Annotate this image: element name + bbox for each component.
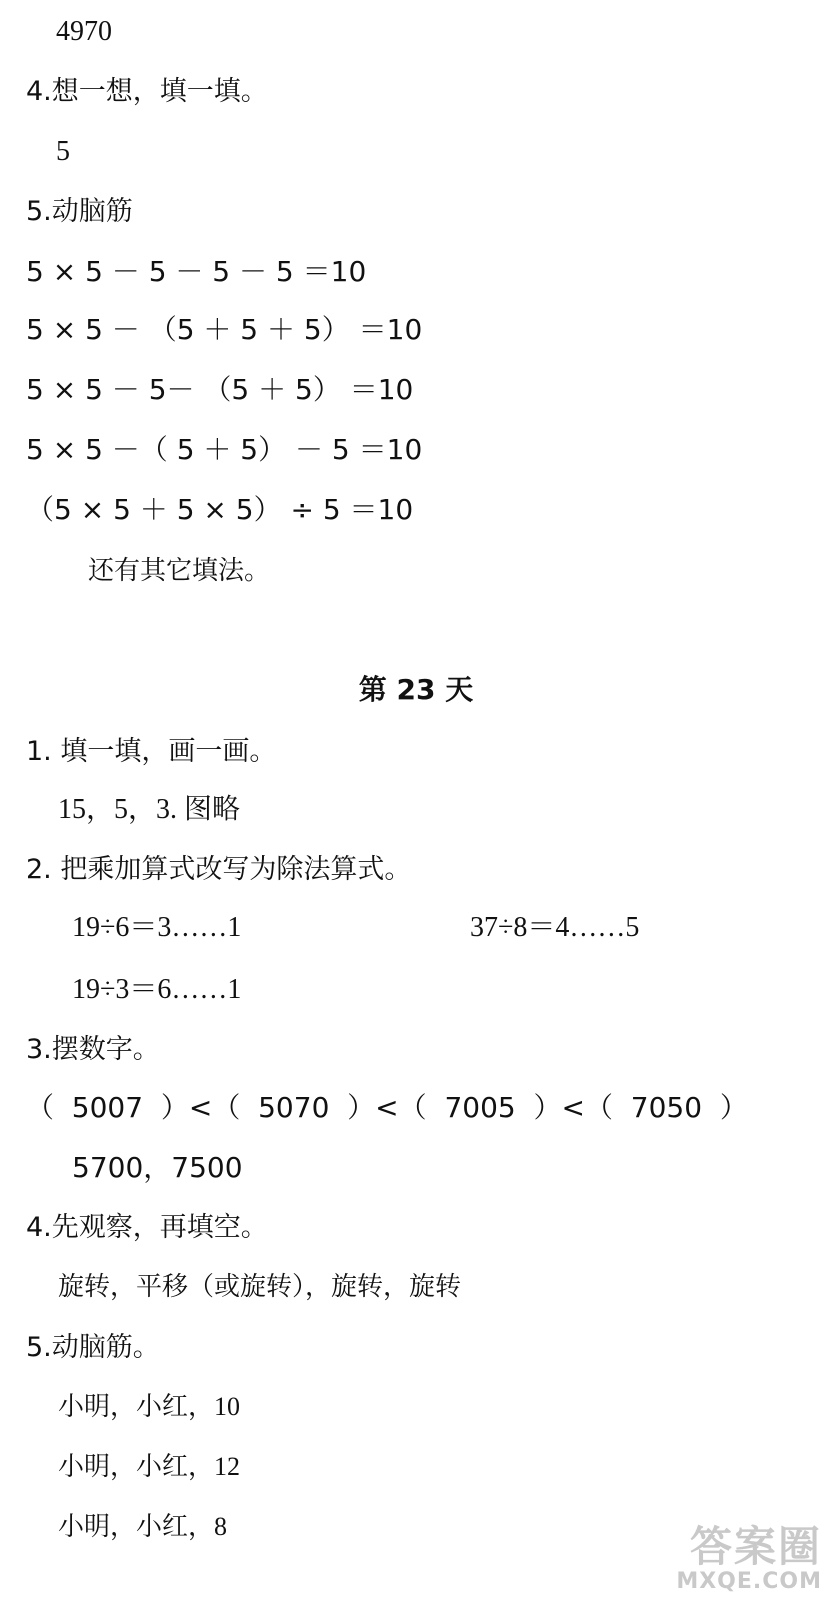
q4-answer: 5 — [56, 136, 70, 167]
d23-q2-title: 2. 把乘加算式改写为除法算式。 — [26, 854, 412, 885]
equation-line: （5 × 5 ＋ 5 × 5） ÷ 5 ＝10 — [26, 493, 414, 526]
d23-q2-answer: 19÷3＝6……1 — [72, 974, 242, 1005]
d23-q3-title: 3.摆数字。 — [26, 1034, 160, 1065]
equation-line: 5 × 5 － 5－ （5 ＋ 5） ＝10 — [26, 373, 414, 406]
q5-note: 还有其它填法。 — [88, 556, 271, 585]
d23-q5-answer: 小明，小红，8 — [58, 1512, 228, 1541]
d23-q3-answer: 5700，7500 — [72, 1151, 243, 1184]
d23-q4-title: 4.先观察，再填空。 — [26, 1212, 268, 1243]
d23-q1-title: 1. 填一填，画一画。 — [26, 736, 277, 767]
q4-title: 4.想一想，填一填。 — [26, 76, 268, 107]
d23-q5-title: 5.动脑筋。 — [26, 1332, 160, 1363]
d23-q5-answer: 小明，小红，10 — [58, 1392, 241, 1421]
d23-q3-inequality: （ 5007 ）<（ 5070 ）<（ 7005 ）<（ 7050 ） — [26, 1091, 748, 1124]
watermark-logo-text: 答案圈 — [689, 1522, 822, 1571]
equation-line: 5 × 5 － 5 － 5 － 5 ＝10 — [26, 255, 367, 288]
d23-q4-answer: 旋转，平移（或旋转），旋转，旋转 — [58, 1272, 462, 1301]
d23-q1-answer: 15，5，3. 图略 — [58, 794, 241, 825]
d23-q2-answer: 37÷8＝4……5 — [470, 912, 640, 943]
day-title: 第 23 天 — [358, 673, 474, 706]
watermark — [622, 1514, 822, 1594]
watermark-url: MXQE.COM — [676, 1569, 822, 1594]
d23-q2-answer: 19÷6＝3……1 — [72, 912, 242, 943]
equation-line: 5 × 5 －（ 5 ＋ 5） － 5 ＝10 — [26, 433, 423, 466]
equation-line: 5 × 5 － （5 ＋ 5 ＋ 5） ＝10 — [26, 313, 423, 346]
answer-top: 4970 — [56, 16, 112, 47]
d23-q5-answer: 小明，小红，12 — [58, 1452, 241, 1481]
q5-title: 5.动脑筋 — [26, 196, 133, 227]
